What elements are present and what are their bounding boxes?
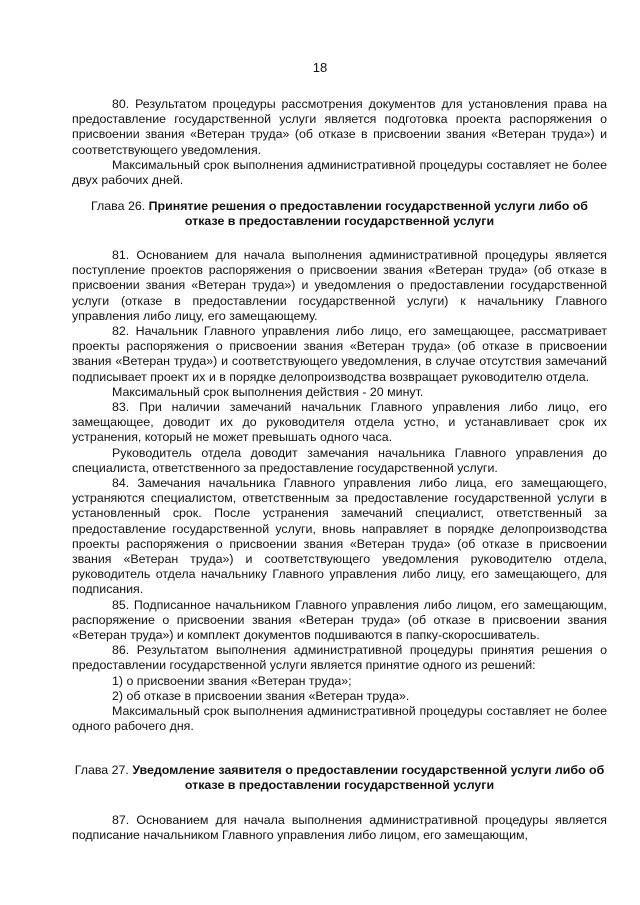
- chapter-title: Принятие решения о предоставлении государственной услуги либо об отказе в предоставлении государственной услуги: [148, 199, 588, 229]
- paragraph: Максимальный срок выполнения действия - 20 минут.: [112, 384, 424, 399]
- chapter-27-heading: [72, 763, 607, 793]
- paragraph: 84. Замечания начальника Главного управления либо лица, его замещающего, устраняются специалистом, ответственным за предоставление государственной услуги в установленный срок. После устранения замечаний специалист, ответственный за предоставление государственной услуги, вновь направляет в порядке делопроизводства проекты распоряжения о присвоении звания «Ветеран труда» (об отказе в присвоении звания «Ветеран труда») и соответствующего уведомления руководителю отдела, руководитель отдела начальнику Главного управления либо лицу, его замещающего, для подписания.: [72, 476, 607, 597]
- paragraph: 86. Результатом выполнения административной процедуры принятия решения о предоставлении государственной услуги является принятие одного из решений:: [72, 643, 607, 673]
- paragraph: 83. При наличии замечаний начальник Главного управления либо лицо, его замещающее, доводит их до руководителя отдела устно, и устанавливает срок их устранения, который не может превышать одного часа.: [72, 400, 607, 445]
- paragraph: 1) о присвоении звания «Ветеран труда»;: [112, 673, 352, 688]
- section-81-86: [72, 248, 607, 735]
- section-80: [72, 97, 607, 188]
- chapter-26-heading: [72, 199, 607, 229]
- chapter-title: Уведомление заявителя о предоставлении государственной услуги либо об отказе в предоставлении государственной услуги: [132, 763, 605, 793]
- paragraph: Максимальный срок выполнения административной процедуры составляет не более двух рабочих дней.: [72, 157, 607, 188]
- paragraph: 85. Подписанное начальником Главного управления либо лицом, его замещающим, распоряжение о присвоении звания «Ветеран труда» (об отказе в присвоении звания «Ветеран труда») и комплект документов подшиваются в папку-скоросшиватель.: [72, 597, 607, 643]
- chapter-prefix: Глава 26.: [91, 199, 149, 213]
- paragraph: 81. Основанием для начала выполнения административной процедуры является поступление проектов распоряжения о присвоении звания «Ветеран труда» (об отказе в присвоении звания «Ветеран труда») и уведомления о предоставлении государственной услуги (отказе в предоставлении государственной услуги) к начальнику Главного управления либо лицу, его замещающему.: [72, 248, 607, 323]
- page-number: 18: [312, 60, 328, 75]
- paragraph: Максимальный срок выполнения административной процедуры составляет не более одного рабочего дня.: [72, 704, 607, 734]
- paragraph: 80. Результатом процедуры рассмотрения документов для установления права на предоставление государственной услуги является подготовка проекта распоряжения о присвоении звания «Ветеран труда» (об отказе в присвоении звания «Ветеран труда») и соответствующего уведомления.: [72, 97, 607, 157]
- paragraph: 87. Основанием для начала выполнения административной процедуры является подписание начальником Главного управления либо лицом, его замещающим,: [72, 813, 607, 843]
- paragraph: 82. Начальник Главного управления либо лицо, его замещающее, рассматривает проекты распоряжения о присвоении звания «Ветеран труда» (об отказе в присвоении звания «Ветеран труда») и соответствующего уведомления, в случае отсутствия замечаний подписывает проект их и в порядке делопроизводства возвращает руководителю отдела.: [72, 324, 607, 384]
- paragraph: 2) об отказе в присвоении звания «Ветеран труда».: [112, 688, 410, 703]
- paragraph: Руководитель отдела доводит замечания начальника Главного управления до специалиста, ответственного за предоставление государственной услуги.: [72, 445, 607, 475]
- section-87: [72, 813, 607, 843]
- chapter-prefix: Глава 27.: [74, 763, 133, 777]
